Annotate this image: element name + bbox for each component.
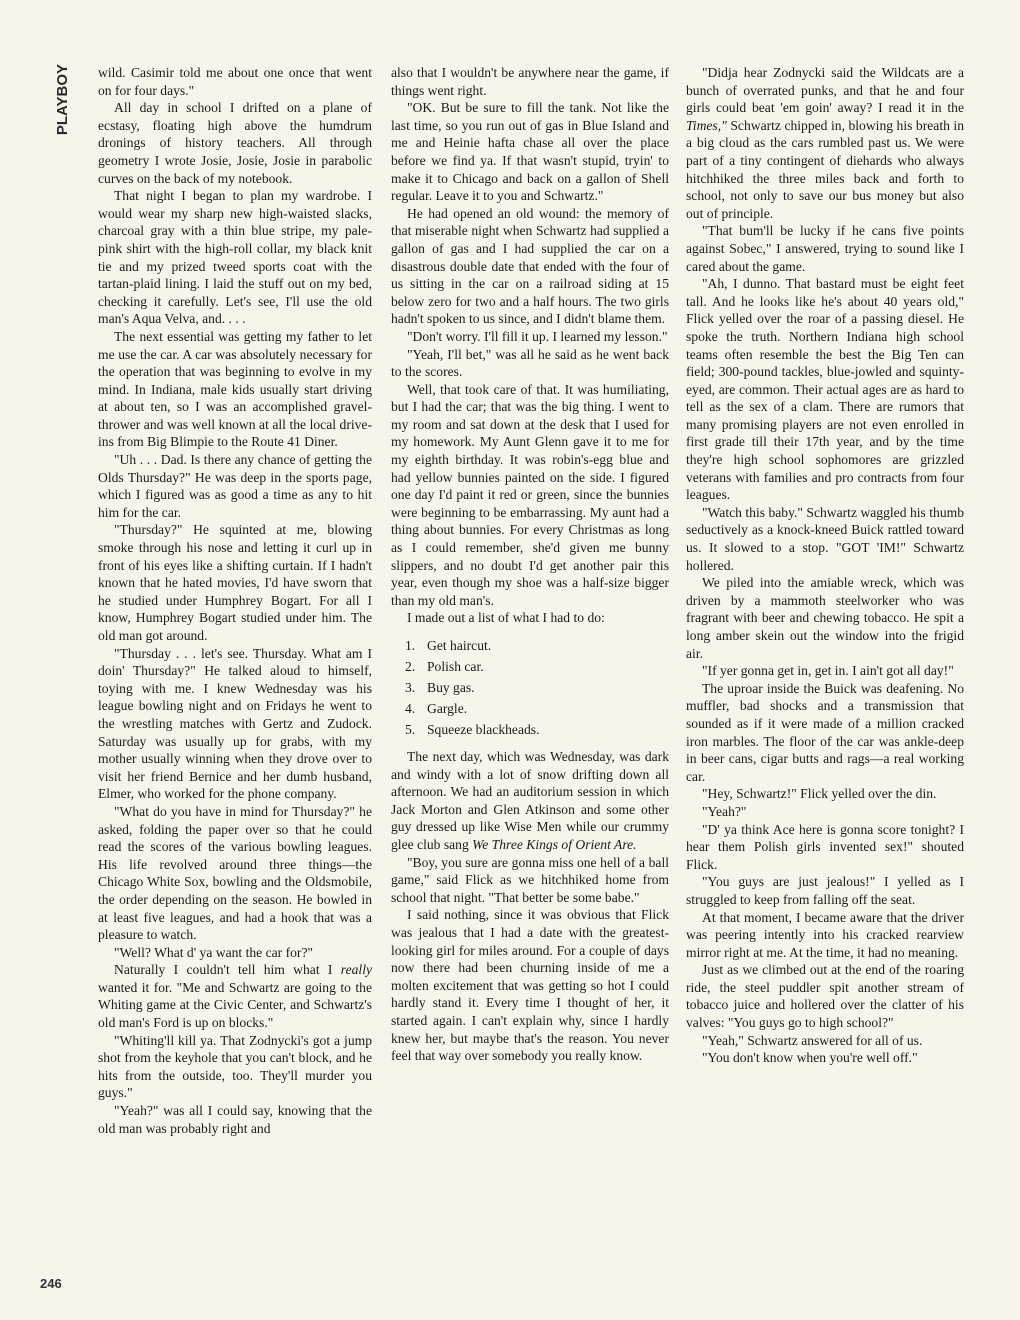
paragraph: "You guys are just jealous!" I yelled as I struggled to keep from falling off the seat. [686,874,964,907]
paragraph: At that moment, I became aware that the driver was peering intently into his cracked rearview mirror right at me. At the time, it had no meaning. [686,909,964,960]
text-run: Naturally I couldn't tell him what I [114,962,333,978]
paragraph: "OK. But be sure to fill the tank. Not like the last time, so you run out of gas in Blue Island and me and Heinie hafta chase all over the place before we find ya. If that wasn't stupid, tryin' to make it to Chicago and back on a gallon of Shell regular. Leave it to you and Schwartz." [391,100,669,204]
list-number: 5. [405,722,416,737]
list-item [405,698,669,719]
paragraph: "Don't worry. I'll fill it up. I learned my lesson." [407,328,668,344]
paragraph: "Whiting'll kill ya. That Zodnycki's got a jump shot from the keyhole that you can't block, and he hits from the outside, too. They'll murder you guys." [98,1032,372,1101]
list-number: 4. [405,701,416,716]
paragraph: I made out a list of what I had to do: [407,610,605,626]
paragraph: I said nothing, since it was obvious that Flick was jealous that I had a date with the greatest-looking girl for miles around. For a couple of days now there had been churning inside of me a molten excitement that was getting so hot I could hardly stand it. Every time I thought of her, it started again. I can't explain why, since I hardly knew her, but maybe that's the reason. You never feel that way over somebody you really know. [391,907,669,1064]
paragraph: "Uh . . . Dad. Is there any chance of getting the Olds Thursday?" He was deep in the sports page, which I figured was as good a time as any to hit him for the car. [98,452,372,520]
todo-list [391,635,669,740]
italic-text: really [340,962,372,978]
paragraph: That night I began to plan my wardrobe. I would wear my sharp new high-waisted slacks, charcoal gray with a thin blue stripe, my pale-pink shirt with the high-roll collar, my black knit tie and my prized tweed sports coat with the tartan-plaid lining. I laid the stuff out on my bed, checking it carefully. Let's see, I'll use the old man's Aqua Velva, and. . . . [98,188,372,327]
paragraph: The uproar inside the Buick was deafening. No muffler, bad shocks and a transmission that sounded as if it were made of a million cracked iron marbles. The floor of the car was ankle-deep in beer cans, cigar butts and rags—a real working car. [686,680,964,784]
page-number: 246 [40,1276,62,1291]
paragraph [98,961,372,1031]
paragraph: Well, that took care of that. It was humiliating, but I had the car; that was the big thing. I went to my room and sat down at the desk that I used for my homework. My Aunt Glenn gave it to me for my eighth birthday. It was robin's-egg blue and had yellow bunnies painted on the side. I figured one day I'd paint it red or green, since the bunnies were beginning to be embarrassing. My aunt had a thing about bunnies. For every Christmas as long as I could remember, she'd given me bunny slippers, and no doubt I'd get another pair this year, even though my shoe was a half-size bigger than my old man's. [391,381,669,608]
list-number: 1. [405,638,416,653]
text-run: "Didja hear Zodnycki said the Wildcats are a bunch of overrated punks, and that he and four girls could beat 'em goin' away? I read it in the [686,65,964,116]
list-text: Gargle. [427,701,468,716]
list-number: 3. [405,680,416,695]
paragraph: "Yeah, I'll bet," was all he said as he went back to the scores. [391,346,669,380]
paragraph: "Yeah?" [702,803,747,819]
column-1 [98,64,372,1137]
paragraph: also that I wouldn't be anywhere near the game, if things went right. [391,65,669,98]
running-head: PLAYBOY [54,64,71,136]
paragraph: wild. Casimir told me about one once that went on for four days." [98,65,372,98]
text-run: Schwartz chipped in, blowing his breath in a big cloud as the cars rumbled past us. We were part of a tiny contingent of diehards who always hitchhiked the three miles back and forth to school, not only to save our bus money but also out of principle. [686,117,964,221]
list-text: Squeeze blackheads. [427,722,540,737]
paragraph: He had opened an old wound: the memory of that miserable night when Schwartz had supplied a gallon of gas and I had supplied the car on a disastrous double date that ended with the four of us sitting in the car on a railroad siding at 15 below zero for two and a half hours. The two girls hadn't spoken to us since, and I didn't blame them. [391,205,669,327]
list-number: 2. [405,659,416,674]
paragraph: Just as we climbed out at the end of the roaring ride, the steel puddler spit another stream of tobacco juice and hollered over the clatter of his valves: "You guys go to high school?" [686,962,964,1031]
paragraph: All day in school I drifted on a plane of ecstasy, floating high above the humdrum dronings of history teachers. All through geometry I wrote Josie, Josie, Josie in parabolic curves on the back of my notebook. [98,100,372,186]
list-item [405,656,669,677]
paragraph: The next essential was getting my father to let me use the car. A car was absolutely necessary for the operation that was beginning to evolve in my mind. In Indiana, male kids usually start driving at about ten, so I was an accomplished gravel-thrower and was well known at all the local drive-ins from Big Blimpie to the Route 41 Diner. [98,328,372,450]
list-item [405,677,669,698]
list-text: Polish car. [427,659,484,674]
paragraph: "You don't know when you're well off." [702,1050,918,1066]
paragraph: We piled into the amiable wreck, which was driven by a mammoth steelworker who was fragrant with beer and chewing tobacco. He spit a long amber skein out the window into the frigid air. [686,575,964,661]
column-3 [686,64,964,1067]
song-title: We Three Kings of Orient Are. [472,836,637,852]
column-2 [391,64,669,1065]
paragraph: "That bum'll be lucky if he cans five points against Sobec," I answered, trying to sound like I cared about the game. [686,223,964,274]
text-run: wanted it for. "Me and Schwartz are going to the Whiting game at the Civic Center, and Schwartz's old man's Ford is up on blocks." [98,979,372,1031]
text-run: The next day, which was Wednesday, was dark and windy with a lot of snow drifting down all afternoon. We had an auditorium session in which Jack Morton and Glen Atkinson and some other guy dressed up like Wise Men while our crummy glee club sang [391,749,669,852]
paragraph: "Ah, I dunno. That bastard must be eight feet tall. And he looks like he's about 40 years old," Flick yelled over the roar of a passing diesel. He spoke the truth. Northern Indiana high school teams often resemble the best the Big Ten can field; 300-pound tackles, blue-jowled and squinty-eyed, are common. Their actual ages are as hard to tell as the sex of a clam. There are rumors that many promising players are not even enrolled in first grade till their 17th year, and by the time they're high school sophomores are grizzled veterans with families and pro contracts from four leagues. [686,276,964,503]
list-text: Buy gas. [427,680,475,695]
paragraph [686,64,964,222]
paragraph: "Yeah?" was all I could say, knowing that the old man was probably right and [98,1103,372,1136]
italic-text: Times," [686,117,727,133]
paragraph: "Thursday . . . let's see. Thursday. What am I doin' Thursday?" He talked aloud to himself, toying with me. I knew Wednesday was his league bowling night and on Fridays he went to the wrestling matches with Gertz and Zudock. Saturday was usually up for grabs, with my mother usually winning when they drove over to visit her friend Bernice and her dumb husband, Elmer, who worked for the phone company. [98,645,372,802]
paragraph: "D' ya think Ace here is gonna score tonight? I hear them Polish girls invented sex!" shouted Flick. [686,821,964,872]
list-item [405,635,669,656]
list-item [405,719,669,740]
paragraph: "Watch this baby." Schwartz waggled his thumb seductively as a knock-kneed Buick rattled toward us. It slowed to a stop. "GOT 'IM!" Schwartz hollered. [686,504,964,573]
list-text: Get haircut. [427,638,492,653]
paragraph: "What do you have in mind for Thursday?" he asked, folding the paper over so that he could read the scores of the various bowling leagues. His life revolved around three things—the Chicago White Sox, bowling and the Oldsmobile, the order depending on the season. He bowled in at least five leagues, and had a hook that was a pleasure to watch. [98,803,372,943]
paragraph: "Hey, Schwartz!" Flick yelled over the din. [702,786,937,802]
paragraph: "If yer gonna get in, get in. I ain't got all day!" [702,663,954,679]
paragraph [391,748,669,854]
paragraph: "Well? What d' ya want the car for?" [114,944,314,960]
paragraph: "Thursday?" He squinted at me, blowing smoke through his nose and letting it curl up in front of his eyes like a shifting curtain. If I hadn't known that he hated movies, I'd have sworn that he studied under Humphrey Bogart. For all I know, Humphrey Bogart studied under him. The old man got around. [98,522,372,643]
paragraph: "Yeah," Schwartz answered for all of us. [702,1032,923,1048]
paragraph: "Boy, you sure are gonna miss one hell of a ball game," said Flick as we hitchhiked home from school that night. "That better be some babe." [391,854,669,905]
